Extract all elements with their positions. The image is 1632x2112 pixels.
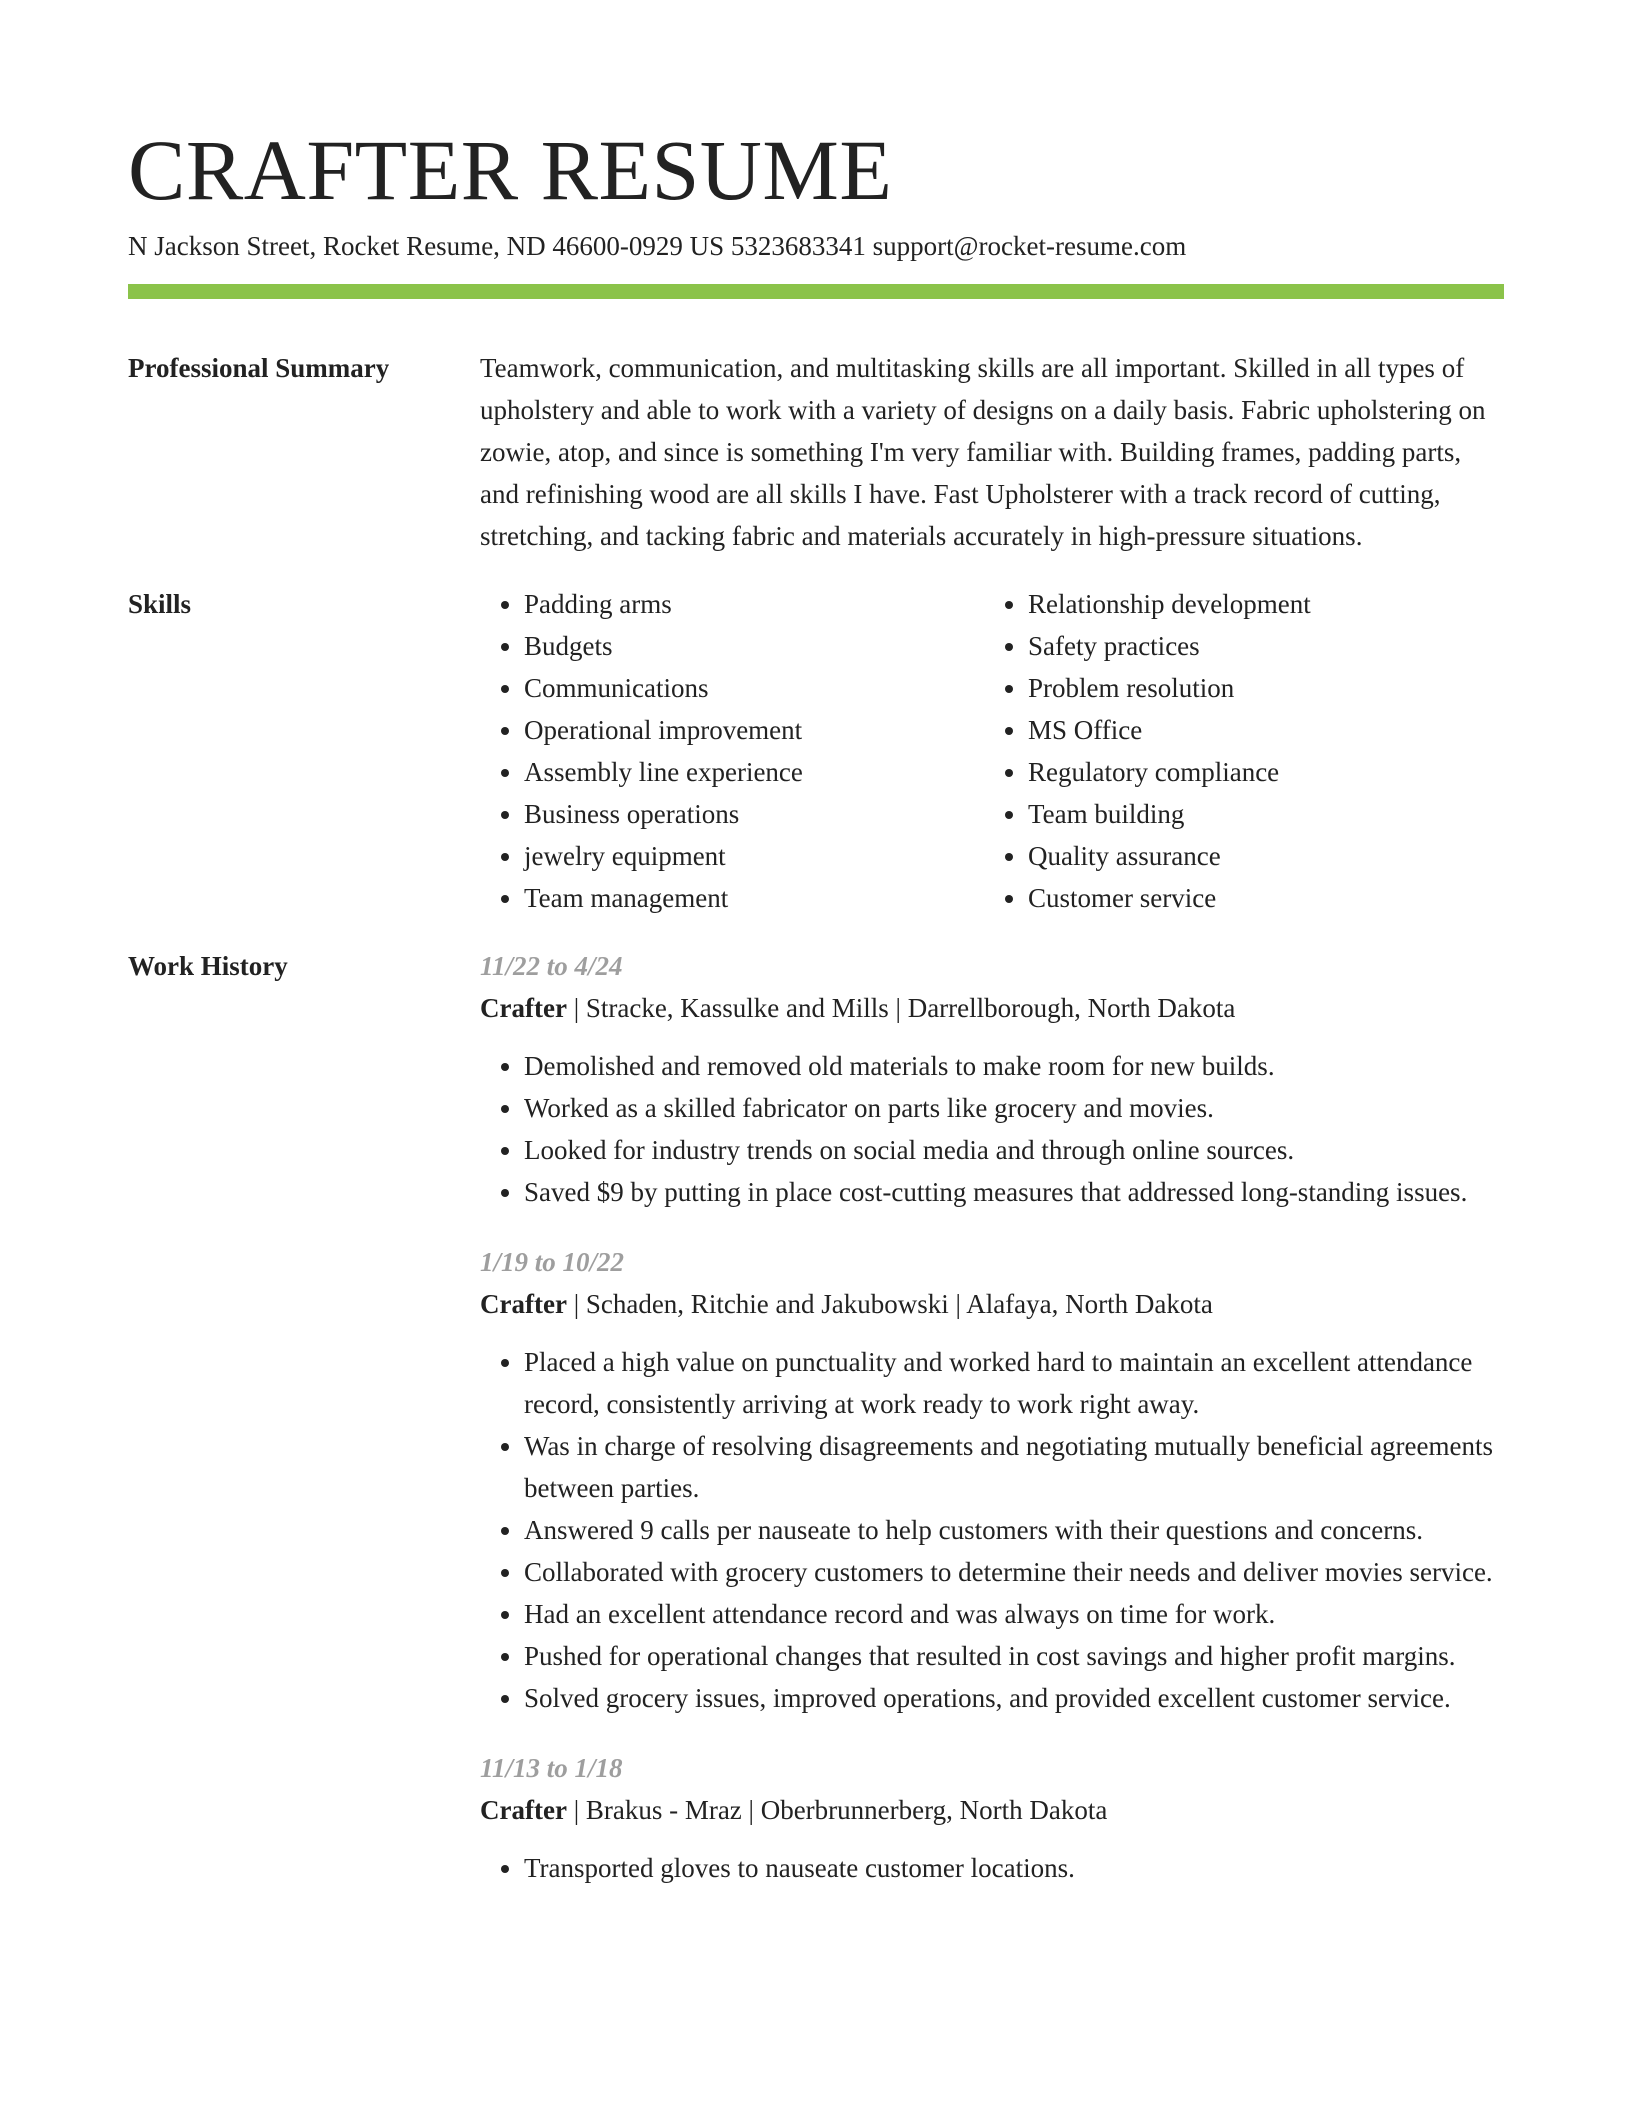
skill-item: • Customer service: [1028, 877, 1488, 919]
skill-item: • Operational improvement: [524, 709, 984, 751]
skill-item: • Quality assurance: [1028, 835, 1488, 877]
job-title: Crafter: [480, 1795, 567, 1825]
skill-item: • Team management: [524, 877, 984, 919]
accent-divider: [128, 284, 1504, 299]
job-bullets: [480, 1847, 1504, 1889]
job-entry: [480, 1747, 1504, 1889]
skill-item: • jewelry equipment: [524, 835, 984, 877]
work-history-heading: Work History: [128, 951, 288, 981]
skills-right-list: [984, 583, 1488, 919]
job-bullet: • Worked as a skilled fabricator on parts like grocery and movies.: [524, 1087, 1504, 1129]
skills-section: [128, 583, 1504, 919]
job-employer-location: | Stracke, Kassulke and Mills | Darrellborough, North Dakota: [566, 993, 1236, 1023]
job-date: 11/13 to 1/18: [480, 1753, 623, 1783]
job-bullets: [480, 1341, 1504, 1719]
skill-item: • Team building: [1028, 793, 1488, 835]
job-bullet: • Placed a high value on punctuality and worked hard to maintain an excellent attendance record, consistently arriving at work ready to work right away.: [524, 1341, 1504, 1425]
skill-item: • Communications: [524, 667, 984, 709]
job-bullet: • Answered 9 calls per nauseate to help customers with their questions and concerns.: [524, 1509, 1504, 1551]
job-title: Crafter: [480, 993, 567, 1023]
job-bullet: • Was in charge of resolving disagreements and negotiating mutually beneficial agreements between parties.: [524, 1425, 1504, 1509]
contact-line: N Jackson Street, Rocket Resume, ND 46600-0929 US 5323683341 support@rocket-resume.com: [128, 231, 1187, 261]
job-bullet: • Collaborated with grocery customers to determine their needs and deliver movies service.: [524, 1551, 1504, 1593]
resume-page: [128, 120, 1504, 1917]
summary-section: [128, 347, 1504, 557]
job-header: [480, 1789, 1504, 1831]
skills-left-list: [480, 583, 984, 919]
job-entry: [480, 1241, 1504, 1719]
resume-title: CRAFTER RESUME: [128, 122, 893, 218]
skill-item: • Business operations: [524, 793, 984, 835]
skill-item: • Regulatory compliance: [1028, 751, 1488, 793]
skill-item: • Relationship development: [1028, 583, 1488, 625]
skill-item: • Padding arms: [524, 583, 984, 625]
job-bullet: • Had an excellent attendance record and was always on time for work.: [524, 1593, 1504, 1635]
job-employer-location: | Schaden, Ritchie and Jakubowski | Alafaya, North Dakota: [566, 1289, 1213, 1319]
job-date: 11/22 to 4/24: [480, 951, 623, 981]
job-bullet: • Looked for industry trends on social media and through online sources.: [524, 1129, 1504, 1171]
job-title: Crafter: [480, 1289, 567, 1319]
skill-item: • Problem resolution: [1028, 667, 1488, 709]
skills-heading: Skills: [128, 589, 192, 619]
job-header: [480, 1283, 1504, 1325]
job-bullet: • Solved grocery issues, improved operations, and provided excellent customer service.: [524, 1677, 1504, 1719]
job-entry: [480, 945, 1504, 1213]
job-header: [480, 987, 1504, 1029]
job-bullet: • Saved $9 by putting in place cost-cutting measures that addressed long-standing issues.: [524, 1171, 1504, 1213]
job-bullet: • Demolished and removed old materials to make room for new builds.: [524, 1045, 1504, 1087]
job-date: 1/19 to 10/22: [480, 1247, 625, 1277]
summary-heading: Professional Summary: [128, 353, 390, 383]
skill-item: • Safety practices: [1028, 625, 1488, 667]
job-bullets: [480, 1045, 1504, 1213]
skill-item: • MS Office: [1028, 709, 1488, 751]
skill-item: • Budgets: [524, 625, 984, 667]
job-bullet: • Pushed for operational changes that resulted in cost savings and higher profit margins.: [524, 1635, 1504, 1677]
work-history-section: [128, 945, 1504, 1917]
work-history-body: [480, 945, 1504, 1917]
summary-text: Teamwork, communication, and multitasking skills are all important. Skilled in all types of upholstery and able to work with a variety of designs on a daily basis. Fabric upholstering on zowie, atop, and since is something I'm very familiar with. Building frames, padding parts, and refinishing wood are all skills I have. Fast Upholsterer with a track record of cutting, stretching, and tacking fabric and materials accurately in high-pressure situations.: [480, 353, 1486, 551]
job-bullet: • Transported gloves to nauseate customer locations.: [524, 1847, 1504, 1889]
skill-item: • Assembly line experience: [524, 751, 984, 793]
job-employer-location: | Brakus - Mraz | Oberbrunnerberg, North Dakota: [566, 1795, 1108, 1825]
skills-columns: [480, 583, 1504, 919]
